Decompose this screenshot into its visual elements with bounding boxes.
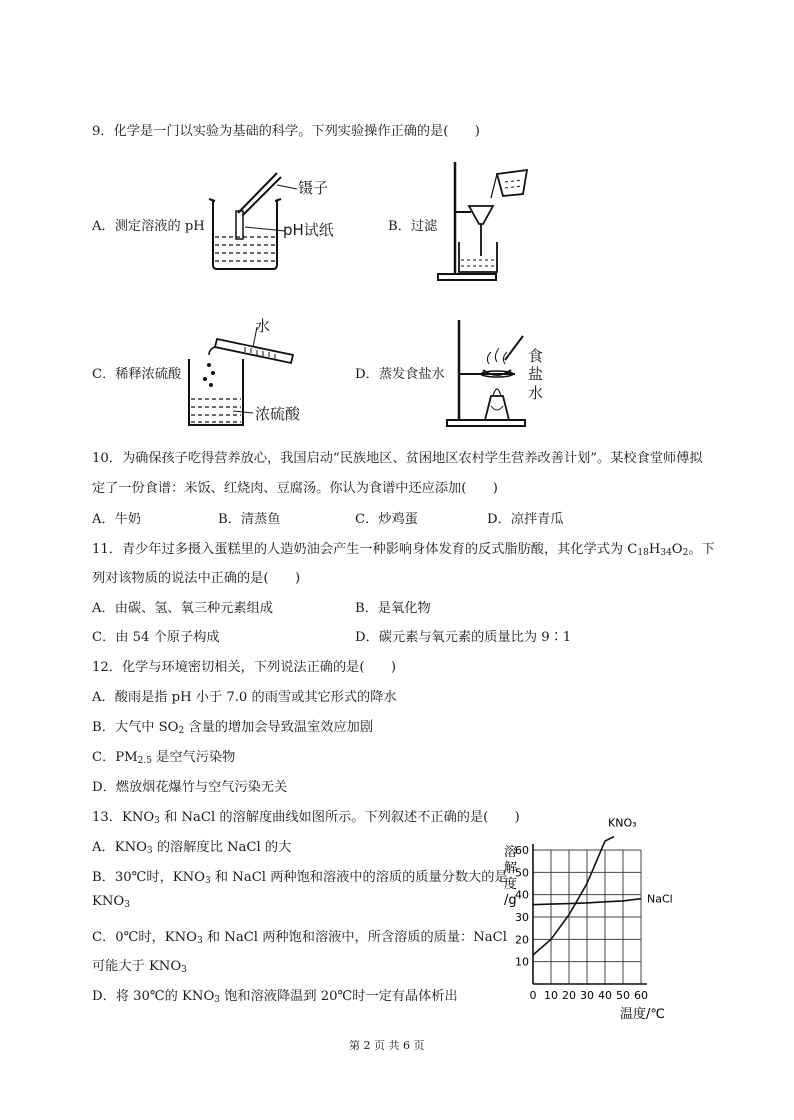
label-conc-acid: 浓硫酸 (255, 405, 301, 423)
y-label-char-3: /g (504, 893, 517, 908)
page-footer: 第 2 页 共 6 页 (349, 1039, 425, 1052)
q13-option-c-cont: 可能大于 $KNO_3$ (92, 959, 187, 975)
q10-option-c: C．炒鸡蛋 (355, 512, 418, 527)
q11-stem-2: 列对该物质的说法中正确的是( ) (92, 571, 301, 586)
filtration-figure (435, 160, 535, 285)
q13-option-c: C．0℃时，$KNO_3$ 和 NaCl 两种饱和溶液中，所含溶质的质量：NaCl (92, 930, 507, 946)
q11-option-a: A．由碳、氢、氧三种元素组成 (92, 601, 273, 616)
q9-option-c: C．稀释浓硫酸 (92, 367, 182, 382)
q13-stem: 13．$KNO_3$ 和 NaCl 的溶解度曲线如图所示。下列叙述不正确的是( ) (92, 810, 520, 826)
y-tick-60: 60 (515, 844, 529, 857)
q9-option-a: A．测定溶液的 pH (92, 219, 205, 234)
q9-option-d: D．蒸发食盐水 (355, 367, 445, 382)
y-tick-40: 40 (515, 888, 529, 902)
chart-grid (533, 850, 641, 984)
series-label-1: NaCl (647, 892, 673, 906)
y-tick-10: 10 (515, 955, 529, 969)
q13-option-d: D．将 30℃的 $KNO_3$ 饱和溶液降温到 20℃时一定有晶体析出 (92, 989, 458, 1005)
x-tick-60: 60 (634, 989, 648, 1002)
x-tick-40: 40 (598, 989, 612, 1002)
y-label-char-1: 解 (504, 861, 518, 876)
evaporation-figure (445, 318, 535, 430)
q10-option-b: B．清蒸鱼 (218, 512, 281, 527)
q11-stem-1: 11．青少年过多摄入蛋糕里的人造奶油会产生一种影响身体发育的反式脂肪酸，其化学式为 $C_{18}H_{34}O_2$。下 (92, 542, 715, 558)
q11-option-b: B．是氧化物 (355, 601, 431, 616)
label-salt-3: 水 (528, 384, 544, 402)
q10-stem-1: 10．为确保孩子吃得营养放心，我国启动“民族地区、贫困地区农村学生营养改善计划”。某校食堂师傅拟 (92, 451, 703, 466)
y-tick-30: 30 (515, 911, 529, 924)
x-tick-20: 20 (562, 989, 576, 1002)
label-salt-2: 盐 (528, 365, 544, 383)
x-axis-label: 温度/℃ (620, 1007, 665, 1022)
label-ph-paper: pH试纸 (283, 221, 334, 239)
x-tick-10: 10 (544, 989, 558, 1002)
q12-option-d: D．燃放烟花爆竹与空气污染无关 (92, 780, 288, 795)
y-label-char-2: 度 (504, 877, 518, 892)
label-tweezers: 镊子 (298, 179, 329, 197)
y-tick-50: 50 (515, 866, 529, 880)
y-tick-labels (515, 844, 529, 969)
y-label-char-0: 溶 (504, 845, 518, 860)
y-tick-20: 20 (515, 933, 529, 947)
q10-option-d: D．凉拌青瓜 (487, 512, 564, 527)
q13-option-b-cont: $KNO_3$ (92, 894, 130, 910)
solubility-chart (498, 816, 723, 1023)
series-line-0 (533, 837, 614, 955)
q13-option-b: B．30℃时，$KNO_3$ 和 NaCl 两种饱和溶液中的溶质的质量分数大的是 (92, 870, 508, 886)
label-salt-1: 食 (528, 347, 544, 365)
chart-series (533, 817, 673, 955)
q13-option-a: A．$KNO_3$ 的溶解度比 NaCl 的大 (92, 840, 292, 856)
q12-option-b: B．大气中 $SO_2$ 含量的增加会导致温室效应加剧 (92, 720, 374, 736)
q9-option-b: B．过滤 (388, 219, 438, 234)
q11-option-d: D．碳元素与氧元素的质量比为 9∶1 (355, 630, 572, 645)
chart-axes (533, 844, 647, 984)
x-tick-50: 50 (616, 989, 630, 1002)
q10-option-a: A．牛奶 (92, 512, 142, 527)
x-tick-0: 0 (529, 989, 537, 1002)
x-tick-30: 30 (580, 989, 594, 1002)
q9-stem: 9．化学是一门以实验为基础的科学。下列实验操作正确的是( ) (92, 124, 480, 139)
x-tick-labels (530, 989, 649, 1002)
q12-stem: 12．化学与环境密切相关，下列说法正确的是( ) (92, 660, 397, 675)
q11-option-c: C．由 54 个原子构成 (92, 630, 220, 645)
q10-stem-2: 定了一份食谱：米饭、红烧肉、豆腐汤。你认为食谱中还应添加( ) (92, 481, 498, 496)
q12-option-a: A．酸雨是指 pH 小于 7.0 的雨雪或其它形式的降水 (92, 690, 397, 705)
series-label-0: KNO₃ (608, 816, 637, 830)
q12-option-c: C．$PM_{2.5}$ 是空气污染物 (92, 750, 236, 766)
label-water: 水 (255, 317, 271, 335)
